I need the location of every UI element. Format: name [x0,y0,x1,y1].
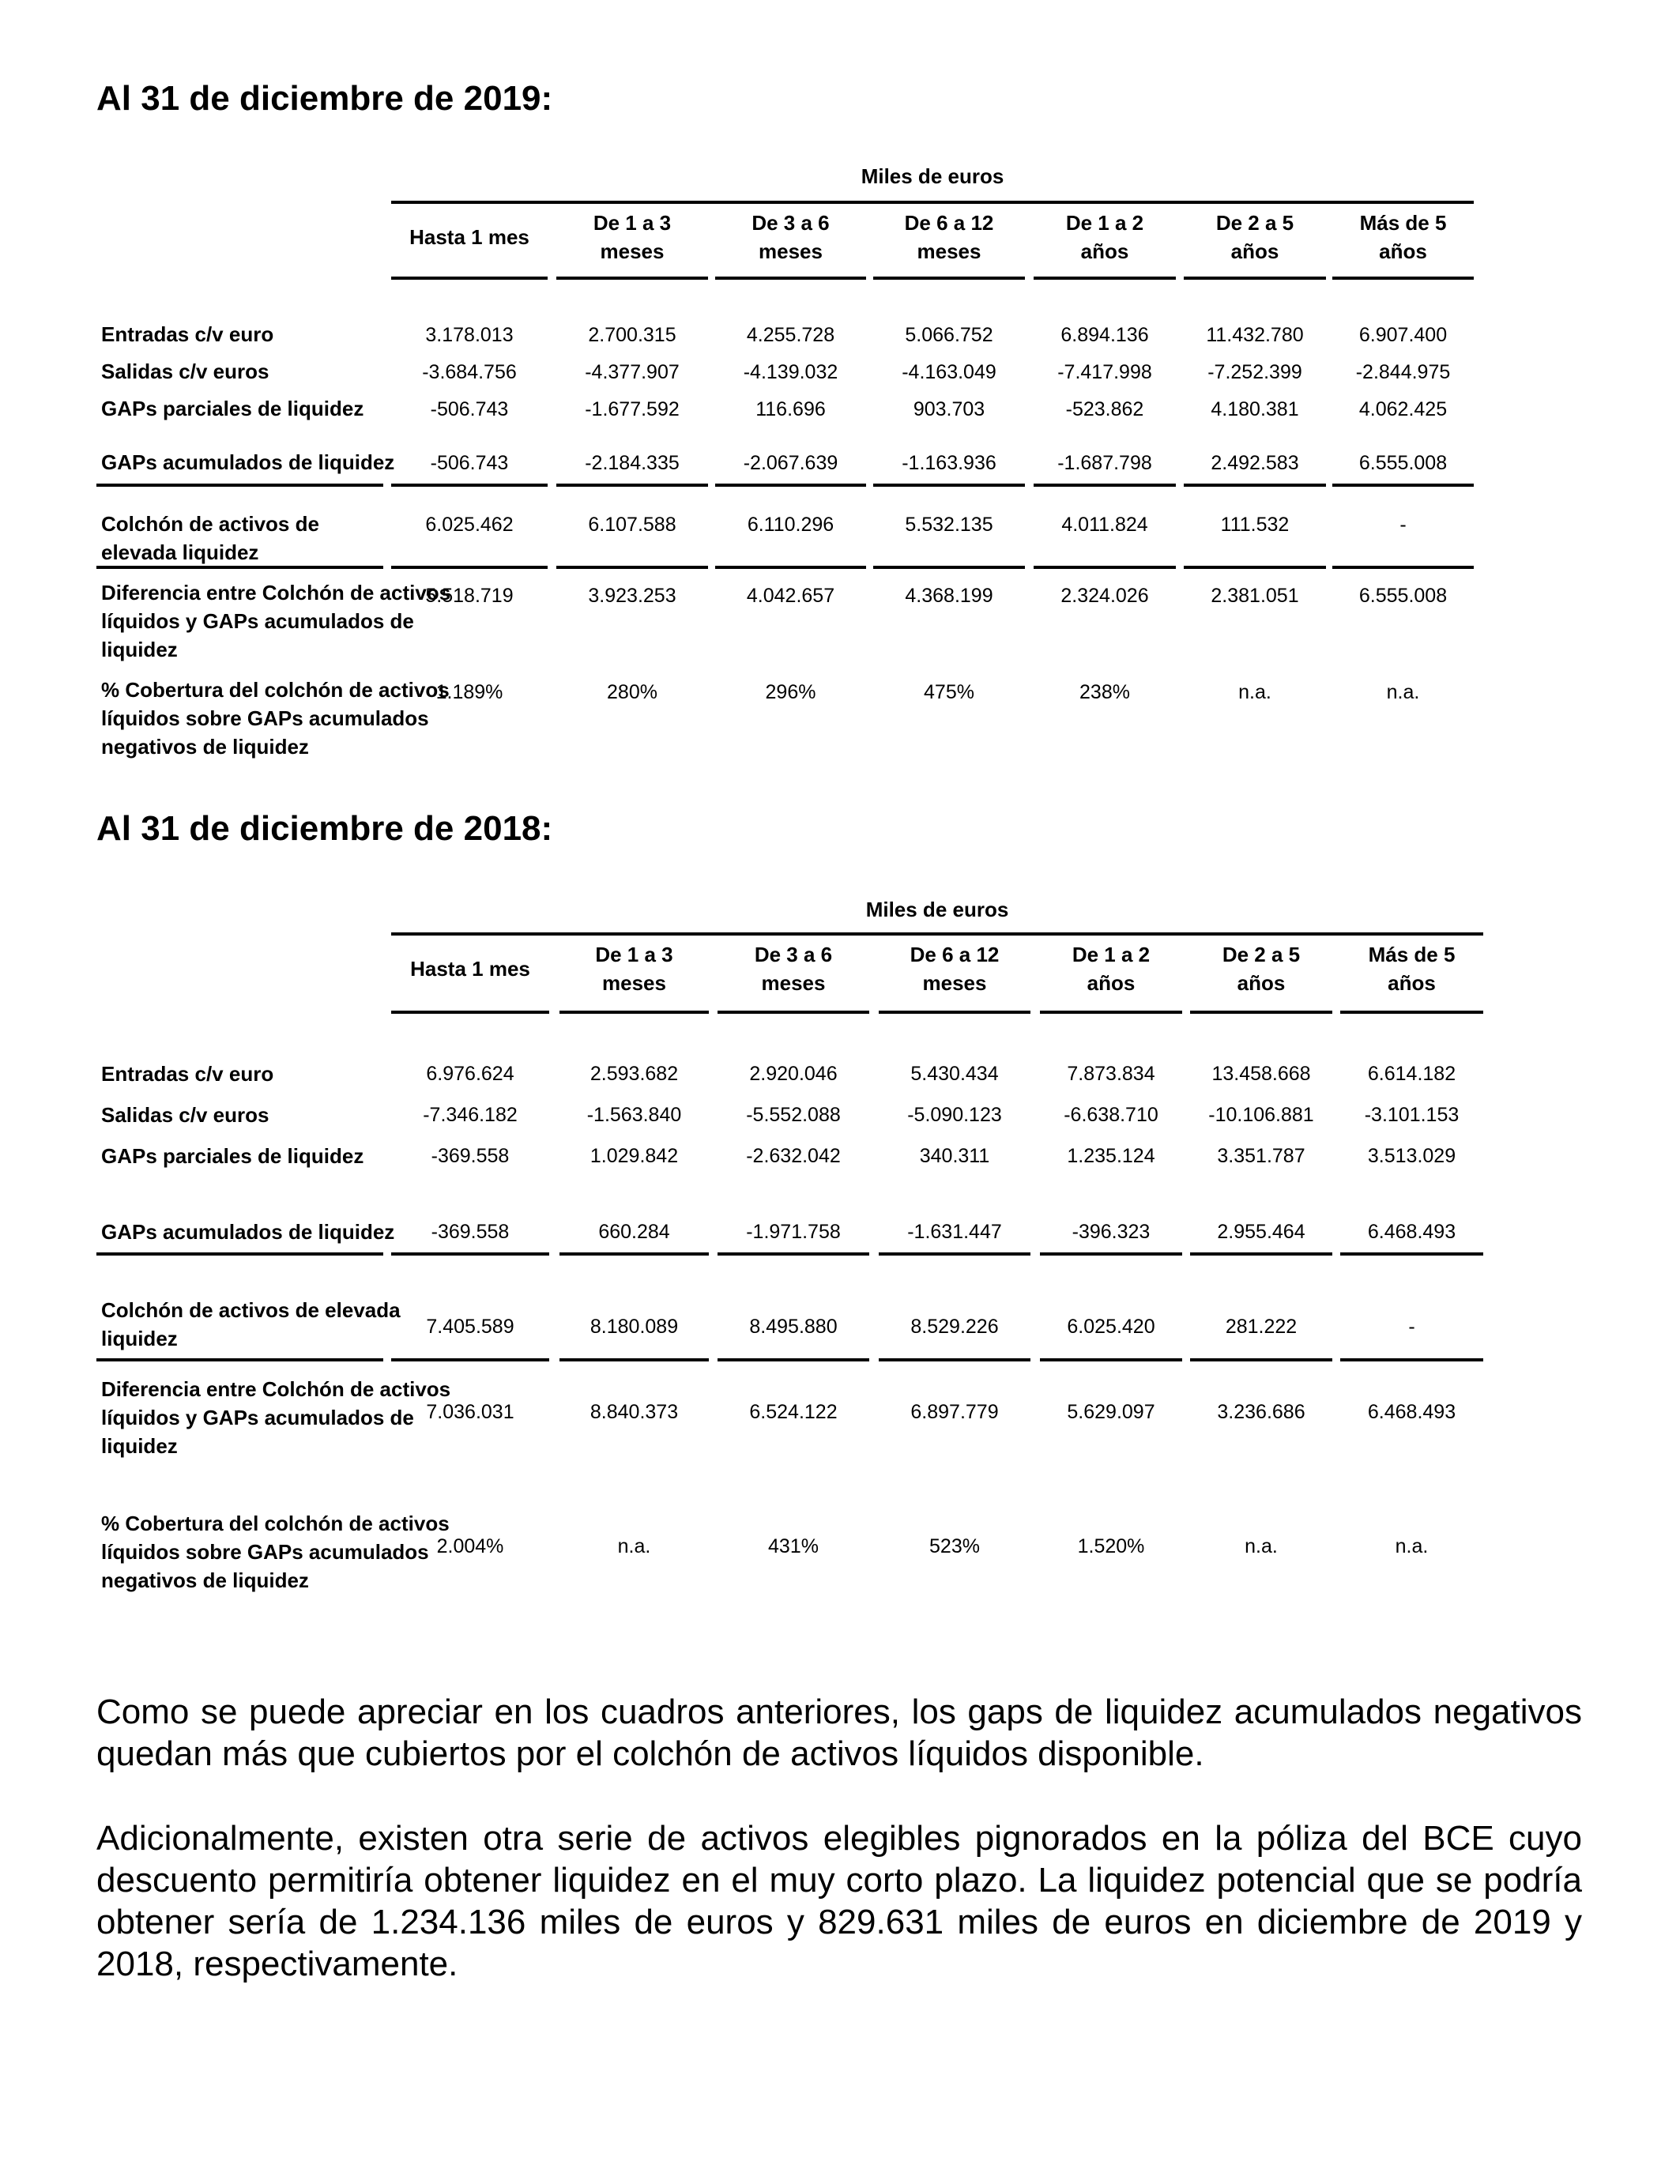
row-separator [96,566,383,569]
table-cell: -7.252.399 [1207,361,1302,383]
table-cell: -5.552.088 [746,1104,841,1126]
row-label-line: negativos de liquidez [101,735,309,759]
row-separator [1190,1358,1332,1361]
column-header-underline [718,1011,869,1014]
column-header-line: De 1 a 2 [1072,943,1151,966]
table-cell: 5.518.719 [425,585,514,607]
table-cell: 6.907.400 [1358,324,1448,346]
units-underline [391,932,1483,936]
row-separator [1184,484,1326,487]
row-separator [718,1358,869,1361]
row-label [101,1101,269,1129]
column-header-line: meses [600,239,665,263]
row-label [101,1296,401,1353]
row-label-line: GAPs acumulados de liquidez [101,450,395,474]
table-cell: 5.066.752 [905,324,993,346]
table-cell: 2.381.051 [1211,585,1299,607]
table-cell: -369.558 [431,1221,510,1243]
table-cell: -2.844.975 [1355,361,1451,383]
column-header-line: De 1 a 3 [593,211,672,235]
row-label [101,394,363,423]
table-cell: -1.631.447 [907,1221,1002,1243]
column-header-underline [1340,1011,1483,1014]
column-header-line: años [1388,971,1436,995]
column-header-line: meses [917,239,981,263]
table-cell: -1.677.592 [585,398,680,420]
row-separator [1184,566,1326,569]
row-label-line: % Cobertura del colchón de activos [101,1512,450,1535]
table-cell: -506.743 [430,398,509,420]
column-header-line: años [1087,971,1136,995]
table-cell: 8.840.373 [590,1401,679,1423]
table-cell: 111.532 [1220,514,1290,536]
row-label [101,357,269,386]
table-cell: 6.025.420 [1067,1316,1155,1338]
table-cell: 3.178.013 [425,324,514,346]
column-header-line: años [1379,239,1427,263]
column-header-line: De 2 a 5 [1222,943,1301,966]
column-header-underline [1034,277,1176,280]
row-separator [391,1252,549,1256]
column-header-line: De 3 a 6 [754,943,833,966]
table-cell: 281.222 [1225,1316,1298,1338]
row-separator [391,1358,549,1361]
table-cell: n.a. [617,1535,651,1557]
row-label [101,1060,273,1088]
row-separator [1340,1252,1483,1256]
table-cell: 6.897.779 [910,1401,999,1423]
row-separator [1332,484,1474,487]
row-label-line: Entradas c/v euro [101,1062,274,1086]
table-cell: 6.468.493 [1367,1401,1456,1423]
table-cell: 523% [929,1535,980,1557]
table-cell: 6.555.008 [1358,452,1448,474]
table-cell: -2.067.639 [743,452,838,474]
row-label-line: Diferencia entre Colchón de activos [101,581,451,604]
row-separator [718,1252,869,1256]
row-separator [96,1358,383,1361]
table-cell: 2.593.682 [590,1063,679,1085]
row-label-line: líquidos sobre GAPs acumulados [101,1540,429,1564]
row-label [101,1218,394,1246]
table-cell: 903.703 [913,398,985,420]
row-separator [559,1252,709,1256]
column-header-underline [715,277,866,280]
column-header-line: De 1 a 3 [595,943,673,966]
table-cell: 2.492.583 [1211,452,1299,474]
table-cell: 238% [1079,681,1130,703]
table-cell: 280% [607,681,657,703]
table-cell: 296% [765,681,816,703]
table-cell: 4.011.824 [1061,514,1148,536]
section-title-2019: Al 31 de diciembre de 2019: [96,79,553,118]
table-cell: 3.236.686 [1217,1401,1305,1423]
units-label: Miles de euros [861,164,1004,188]
table-cell: 3.513.029 [1367,1145,1456,1167]
row-label-line: líquidos y GAPs acumulados de [101,1406,414,1429]
table-cell: 6.976.624 [426,1063,514,1085]
column-header-line: años [1230,239,1279,263]
column-header-underline [1040,1011,1182,1014]
row-separator [1190,1252,1332,1256]
table-cell: 7.405.589 [426,1316,514,1338]
row-separator [1040,1358,1182,1361]
column-header-underline [873,277,1025,280]
column-header [1332,209,1474,265]
table-cell: -4.377.907 [585,361,680,383]
column-header-line: Más de 5 [1368,943,1456,966]
table-cell: 3.351.787 [1217,1145,1305,1167]
row-separator [879,1358,1030,1361]
column-header-line: meses [759,239,823,263]
column-header-underline [879,1011,1030,1014]
column-header-underline [559,1011,709,1014]
column-header-underline [1190,1011,1332,1014]
table-cell: - [1399,514,1407,536]
table-cell: 340.311 [919,1145,990,1167]
row-separator [96,1252,383,1256]
table-cell: -7.417.998 [1057,361,1152,383]
table-cell: -506.743 [430,452,509,474]
column-header-underline [391,1011,549,1014]
row-separator [879,1252,1030,1256]
row-label-line: liquidez [101,1327,178,1350]
table-cell: 4.042.657 [746,585,835,607]
row-separator [1034,566,1176,569]
paragraph-coverage: Como se puede apreciar en los cuadros anteriores, los gaps de liquidez acumulados negativos quedan más que cubiertos por el colchón de activos líquidos disponible. [96,1693,1582,1773]
row-label-line: líquidos y GAPs acumulados de [101,609,414,633]
section-title-2018: Al 31 de diciembre de 2018: [96,809,553,848]
table-cell: -1.563.840 [586,1104,682,1126]
table-cell: 3.923.253 [588,585,676,607]
row-label-line: liquidez [101,1434,178,1458]
column-header-line: años [1080,239,1129,263]
row-separator [1040,1252,1182,1256]
row-label [101,510,319,567]
column-header-line: De 1 a 2 [1065,211,1144,235]
column-header [718,940,869,997]
table-cell: 6.468.493 [1367,1221,1456,1243]
table-cell: -5.090.123 [907,1104,1002,1126]
column-header: Hasta 1 mes [410,957,530,981]
column-header [1340,940,1483,997]
table-cell: -523.862 [1065,398,1144,420]
table-cell: -396.323 [1072,1221,1151,1243]
table-cell: n.a. [1245,1535,1278,1557]
row-label-line: Salidas c/v euros [101,360,269,383]
row-separator [715,484,866,487]
table-cell: 5.629.097 [1067,1401,1155,1423]
column-header [1184,209,1326,265]
table-cell: -7.346.182 [423,1104,518,1126]
table-cell: 2.324.026 [1060,585,1149,607]
table-cell: -3.101.153 [1364,1104,1460,1126]
table-cell: -6.638.710 [1064,1104,1158,1126]
row-separator [391,484,548,487]
table-cell: n.a. [1395,1535,1429,1557]
row-separator [556,484,708,487]
row-label-line: liquidez [101,638,178,661]
row-label-line: Entradas c/v euro [101,322,274,346]
row-label-line: GAPs parciales de liquidez [101,397,364,420]
table-cell: 1.235.124 [1067,1145,1155,1167]
column-header-underline [391,277,548,280]
column-header-line: años [1237,971,1286,995]
table-cell: 6.555.008 [1358,585,1448,607]
table-cell: -1.163.936 [902,452,996,474]
row-separator [559,1358,709,1361]
table-cell: 4.062.425 [1358,398,1448,420]
row-label-line: elevada liquidez [101,540,259,564]
row-separator [556,566,708,569]
table-cell: 8.495.880 [749,1316,838,1338]
row-separator [1034,484,1176,487]
table-cell: 431% [768,1535,819,1557]
table-cell: 2.700.315 [588,324,676,346]
table-cell: 6.894.136 [1060,324,1149,346]
table-cell: 7.036.031 [426,1401,514,1423]
table-cell: 11.432.780 [1206,324,1304,346]
table-cell: -1.971.758 [746,1221,841,1243]
table-cell: 4.255.728 [746,324,835,346]
column-header-line: De 6 a 12 [904,211,994,235]
row-label [101,1142,363,1170]
column-header [559,940,709,997]
row-separator [873,484,1025,487]
column-header-underline [1332,277,1474,280]
table-cell: 660.284 [598,1221,670,1243]
row-label-line: % Cobertura del colchón de activos [101,678,450,702]
column-header: Hasta 1 mes [409,225,529,249]
column-header [556,209,708,265]
column-header [879,940,1030,997]
table-cell: 6.025.462 [425,514,514,536]
column-header-line: meses [602,971,666,995]
table-cell: -2.632.042 [746,1145,841,1167]
table-cell: n.a. [1386,681,1420,703]
row-label [101,448,394,476]
table-cell: -3.684.756 [422,361,517,383]
column-header [1040,940,1182,997]
table-cell: 6.524.122 [749,1401,838,1423]
table-cell: 8.180.089 [590,1316,679,1338]
row-label-line: GAPs parciales de liquidez [101,1144,364,1168]
table-cell: n.a. [1238,681,1271,703]
row-label-line: GAPs acumulados de liquidez [101,1220,395,1244]
table-cell: -10.106.881 [1208,1104,1314,1126]
table-cell: 2.955.464 [1217,1221,1305,1243]
column-header-line: Más de 5 [1359,211,1447,235]
table-cell: 2.004% [436,1535,504,1557]
column-header-underline [1184,277,1326,280]
table-cell: 1.189% [435,681,503,703]
row-label-line: Salidas c/v euros [101,1103,269,1127]
row-separator [1332,566,1474,569]
paragraph-additional-liquidity: Adicionalmente, existen otra serie de activos elegibles pignorados en la póliza del BCE cuyo descuento permitiría obtener liquidez en el muy corto plazo. La liquidez potencial que se podría obtener sería de 1.234.136 miles de euros y 829.631 miles de euros en diciembre de 2019 y 2018, respectivamente. [96,1819,1582,1983]
row-label-line: Diferencia entre Colchón de activos [101,1377,451,1401]
table-cell: 7.873.834 [1067,1063,1155,1085]
table-cell: - [1408,1316,1415,1338]
table-cell: 475% [924,681,974,703]
units-underline [391,201,1474,204]
column-header-line: De 6 a 12 [910,943,1000,966]
row-separator [715,566,866,569]
row-separator [391,566,548,569]
row-label-line: Colchón de activos de [101,512,319,536]
row-label-line: Colchón de activos de elevada [101,1298,401,1322]
column-header-line: De 3 a 6 [751,211,830,235]
table-cell: 1.520% [1077,1535,1145,1557]
column-header-underline [556,277,708,280]
table-cell: 8.529.226 [910,1316,999,1338]
table-cell: -369.558 [431,1145,510,1167]
table-cell: 5.430.434 [910,1063,999,1085]
column-header [1190,940,1332,997]
table-cell: -4.163.049 [902,361,996,383]
table-cell: 1.029.842 [590,1145,679,1167]
column-header-line: meses [761,971,826,995]
table-cell: 6.110.296 [747,514,834,536]
row-separator [873,566,1025,569]
table-cell: 2.920.046 [749,1063,838,1085]
table-cell: 4.180.381 [1211,398,1299,420]
table-cell: -4.139.032 [743,361,838,383]
column-header [873,209,1025,265]
row-separator [96,484,383,487]
column-header-line: meses [922,971,987,995]
table-cell: 116.696 [755,398,826,420]
table-cell: 6.614.182 [1367,1063,1456,1085]
table-cell: 5.532.135 [905,514,993,536]
row-separator [1340,1358,1483,1361]
row-label-line: líquidos sobre GAPs acumulados [101,706,429,730]
row-label-line: negativos de liquidez [101,1568,309,1592]
table-cell: 6.107.588 [588,514,676,536]
row-label [101,320,273,348]
table-cell: 13.458.668 [1211,1063,1311,1085]
column-header [715,209,866,265]
table-cell: -1.687.798 [1057,452,1152,474]
units-label: Miles de euros [865,898,1009,921]
table-cell: -2.184.335 [585,452,680,474]
column-header-line: De 2 a 5 [1215,211,1294,235]
table-cell: 4.368.199 [905,585,993,607]
column-header [1034,209,1176,265]
